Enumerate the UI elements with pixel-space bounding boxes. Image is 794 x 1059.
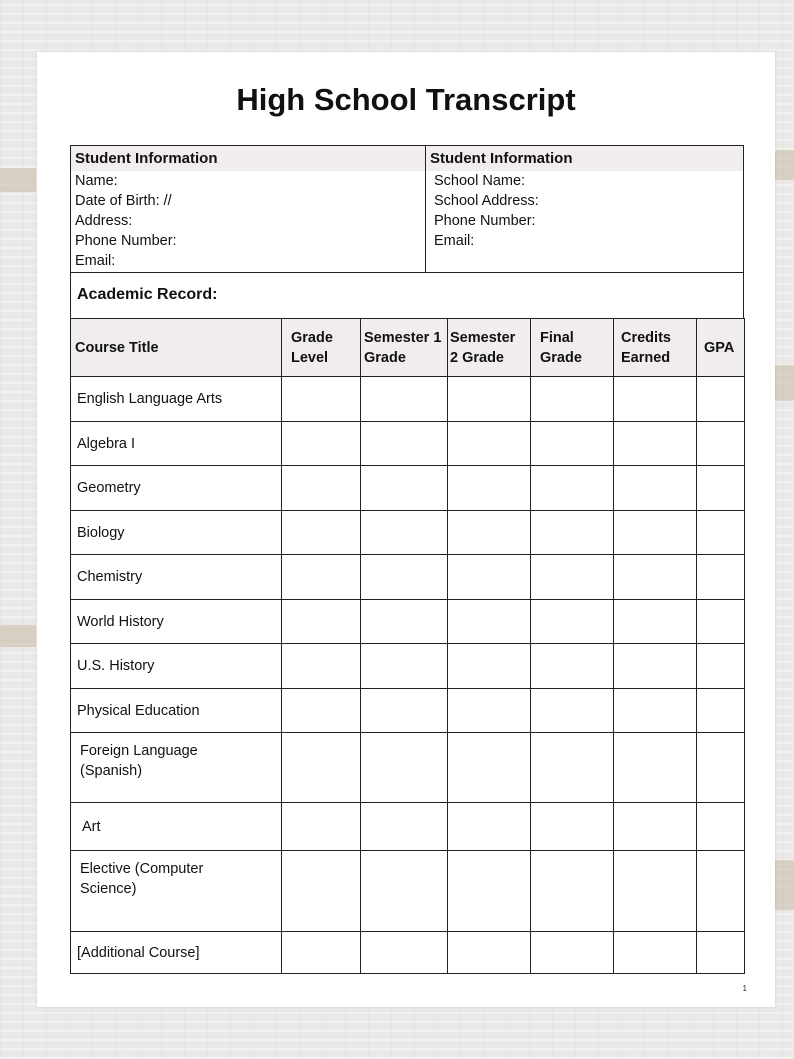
semester-2-cell[interactable] — [448, 803, 531, 851]
semester-2-cell[interactable] — [448, 932, 531, 974]
course-title-cell: Foreign Language (Spanish) — [71, 733, 282, 803]
grade-level-cell[interactable] — [282, 803, 361, 851]
school-address-field[interactable]: School Address: — [434, 193, 539, 209]
semester-2-cell[interactable] — [448, 733, 531, 803]
gpa-cell[interactable] — [697, 422, 745, 466]
final-grade-cell[interactable] — [531, 932, 614, 974]
course-title-cell: [Additional Course] — [71, 932, 282, 974]
gpa-cell[interactable] — [697, 377, 745, 422]
column-header-course-title: Course Title — [71, 319, 282, 377]
final-grade-cell[interactable] — [531, 422, 614, 466]
grade-level-cell[interactable] — [282, 733, 361, 803]
semester-2-cell[interactable] — [448, 644, 531, 689]
final-grade-cell[interactable] — [531, 689, 614, 733]
column-header-grade-level: Grade Level — [282, 319, 361, 377]
final-grade-cell[interactable] — [531, 644, 614, 689]
column-header-semester-2: Semester 2 Grade — [448, 319, 531, 377]
student-phone-field[interactable]: Phone Number: — [75, 233, 177, 249]
credits-cell[interactable] — [614, 644, 697, 689]
semester-2-cell[interactable] — [448, 377, 531, 422]
final-grade-cell[interactable] — [531, 803, 614, 851]
semester-1-cell[interactable] — [361, 932, 448, 974]
semester-1-cell[interactable] — [361, 851, 448, 932]
background-mark — [775, 860, 794, 910]
gpa-cell[interactable] — [697, 733, 745, 803]
page-number: 1 — [742, 984, 747, 993]
semester-2-cell[interactable] — [448, 600, 531, 644]
background-mark — [0, 625, 36, 647]
school-phone-field[interactable]: Phone Number: — [434, 213, 536, 229]
gpa-cell[interactable] — [697, 932, 745, 974]
student-name-field[interactable]: Name: — [75, 173, 118, 189]
gpa-cell[interactable] — [697, 555, 745, 600]
semester-1-cell[interactable] — [361, 466, 448, 511]
course-title-cell: Art — [71, 803, 282, 851]
grade-level-cell[interactable] — [282, 511, 361, 555]
credits-cell[interactable] — [614, 689, 697, 733]
school-email-field[interactable]: Email: — [434, 233, 475, 249]
semester-2-cell[interactable] — [448, 555, 531, 600]
final-grade-cell[interactable] — [531, 600, 614, 644]
course-title-cell: U.S. History — [71, 644, 282, 689]
table-row — [71, 733, 745, 803]
semester-2-cell[interactable] — [448, 422, 531, 466]
credits-cell[interactable] — [614, 733, 697, 803]
course-rows — [71, 377, 745, 974]
semester-2-cell[interactable] — [448, 689, 531, 733]
grade-level-cell[interactable] — [282, 689, 361, 733]
course-title-cell: Biology — [71, 511, 282, 555]
final-grade-cell[interactable] — [531, 555, 614, 600]
school-name-field[interactable]: School Name: — [434, 173, 526, 189]
background-mark — [0, 168, 36, 192]
page-title: High School Transcript — [236, 82, 576, 117]
final-grade-cell[interactable] — [531, 466, 614, 511]
table-row — [71, 555, 745, 600]
student-dob-field[interactable]: Date of Birth: // — [75, 193, 172, 209]
background-mark — [775, 150, 794, 180]
credits-cell[interactable] — [614, 466, 697, 511]
semester-1-cell[interactable] — [361, 689, 448, 733]
credits-cell[interactable] — [614, 600, 697, 644]
school-info-heading: Student Information — [426, 146, 743, 171]
grade-level-cell[interactable] — [282, 644, 361, 689]
credits-cell[interactable] — [614, 932, 697, 974]
gpa-cell[interactable] — [697, 466, 745, 511]
transcript-page — [37, 52, 775, 1007]
table-row — [71, 466, 745, 511]
course-title-cell: English Language Arts — [71, 377, 282, 422]
course-title-cell: Elective (Computer Science) — [71, 851, 282, 932]
grade-level-cell[interactable] — [282, 466, 361, 511]
final-grade-cell[interactable] — [531, 851, 614, 932]
student-info-heading: Student Information — [71, 146, 425, 171]
table-row — [71, 803, 745, 851]
credits-cell[interactable] — [614, 803, 697, 851]
credits-cell[interactable] — [614, 555, 697, 600]
grades-table — [70, 318, 745, 974]
final-grade-cell[interactable] — [531, 511, 614, 555]
gpa-cell[interactable] — [697, 803, 745, 851]
table-row — [71, 600, 745, 644]
info-section — [70, 145, 744, 273]
table-row — [71, 932, 745, 974]
grade-level-cell[interactable] — [282, 422, 361, 466]
course-title-cell: Physical Education — [71, 689, 282, 733]
table-row — [71, 377, 745, 422]
semester-2-cell[interactable] — [448, 511, 531, 555]
grade-level-cell[interactable] — [282, 377, 361, 422]
gpa-cell[interactable] — [697, 689, 745, 733]
grade-level-cell[interactable] — [282, 600, 361, 644]
semester-1-cell[interactable] — [361, 511, 448, 555]
credits-cell[interactable] — [614, 422, 697, 466]
gpa-cell[interactable] — [697, 600, 745, 644]
final-grade-cell[interactable] — [531, 377, 614, 422]
student-info-panel — [71, 146, 426, 272]
semester-1-cell[interactable] — [361, 377, 448, 422]
table-header-row — [71, 319, 745, 377]
course-title-cell: World History — [71, 600, 282, 644]
gpa-cell[interactable] — [697, 644, 745, 689]
table-row — [71, 644, 745, 689]
semester-1-cell[interactable] — [361, 733, 448, 803]
credits-cell[interactable] — [614, 377, 697, 422]
student-address-field[interactable]: Address: — [75, 213, 133, 229]
academic-record-heading — [70, 272, 744, 319]
academic-record-label: Academic Record: — [77, 286, 218, 303]
credits-cell[interactable] — [614, 851, 697, 932]
semester-2-cell[interactable] — [448, 851, 531, 932]
semester-2-cell[interactable] — [448, 466, 531, 511]
table-row — [71, 851, 745, 932]
column-header-final-grade: Final Grade — [531, 319, 614, 377]
semester-1-cell[interactable] — [361, 422, 448, 466]
credits-cell[interactable] — [614, 511, 697, 555]
final-grade-cell[interactable] — [531, 733, 614, 803]
gpa-cell[interactable] — [697, 851, 745, 932]
grade-level-cell[interactable] — [282, 851, 361, 932]
semester-1-cell[interactable] — [361, 600, 448, 644]
grade-level-cell[interactable] — [282, 555, 361, 600]
column-header-semester-1: Semester 1 Grade — [361, 319, 448, 377]
school-info-panel — [426, 146, 743, 272]
semester-1-cell[interactable] — [361, 803, 448, 851]
column-header-gpa: GPA — [697, 319, 745, 377]
semester-1-cell[interactable] — [361, 644, 448, 689]
table-row — [71, 422, 745, 466]
table-row — [71, 511, 745, 555]
table-row — [71, 689, 745, 733]
semester-1-cell[interactable] — [361, 555, 448, 600]
gpa-cell[interactable] — [697, 511, 745, 555]
course-title-cell: Chemistry — [71, 555, 282, 600]
student-email-field[interactable]: Email: — [75, 253, 116, 269]
grade-level-cell[interactable] — [282, 932, 361, 974]
column-header-credits-earned: Credits Earned — [614, 319, 697, 377]
course-title-cell: Geometry — [71, 466, 282, 511]
background-mark — [775, 365, 794, 401]
course-title-cell: Algebra I — [71, 422, 282, 466]
